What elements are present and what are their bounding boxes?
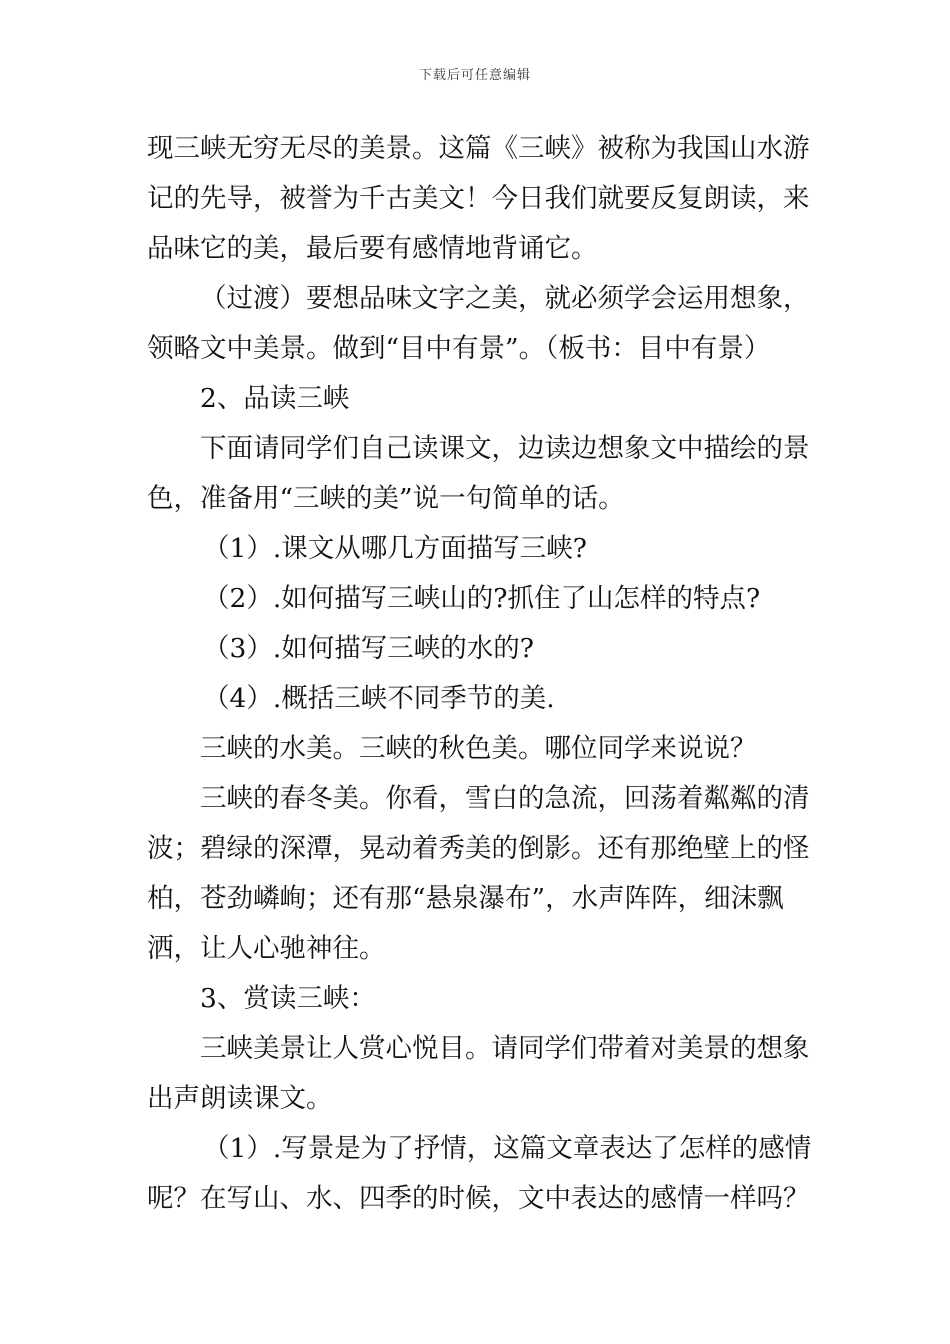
paragraph-line: 柏，苍劲嶙峋；还有那“悬泉瀑布”，水声阵阵，细沫飘 xyxy=(147,883,784,914)
question-item: （4）.概括三峡不同季节的美. xyxy=(203,683,555,714)
paragraph-line: 品味它的美，最后要有感情地背诵它。 xyxy=(147,233,598,264)
question-item: （2）.如何描写三峡山的?抓住了山怎样的特点? xyxy=(203,583,761,614)
paragraph-line: （过渡）要想品味文字之美，就必须学会运用想象， xyxy=(200,283,810,314)
paragraph-line: 下面请同学们自己读课文，边读边想象文中描绘的景 xyxy=(200,433,810,464)
paragraph-line: 色，准备用“三峡的美”说一句简单的话。 xyxy=(147,483,625,514)
paragraph-line: 波；碧绿的深潭，晃动着秀美的倒影。还有那绝壁上的怪 xyxy=(147,833,810,864)
paragraph-line: 出声朗读课文。 xyxy=(147,1083,333,1114)
question-item: （3）.如何描写三峡的水的? xyxy=(203,633,534,664)
paragraph-line: 三峡的水美。三峡的秋色美。哪位同学来说说？ xyxy=(200,733,757,764)
question-item: （1）.课文从哪几方面描写三峡? xyxy=(203,533,587,564)
paragraph-line: 呢？在写山、水、四季的时候，文中表达的感情一样吗？ xyxy=(147,1183,810,1214)
page-header: 下载后可任意编辑 xyxy=(418,68,531,83)
paragraph-line: 三峡的春冬美。你看，雪白的急流，回荡着粼粼的清 xyxy=(200,783,810,814)
paragraph-line: 现三峡无穷无尽的美景。这篇《三峡》被称为我国山水游 xyxy=(147,133,810,164)
paragraph-line: 记的先导，被誉为千古美文！今日我们就要反复朗读，来 xyxy=(147,183,810,214)
paragraph-line: 领略文中美景。做到“目中有景”。（板书：目中有景） xyxy=(147,333,771,364)
section-heading: 3、赏读三峡： xyxy=(200,983,376,1014)
section-heading: 2、品读三峡 xyxy=(200,383,350,414)
question-item: （1）.写景是为了抒情，这篇文章表达了怎样的感情 xyxy=(203,1133,812,1164)
body-text xyxy=(147,124,812,1224)
paragraph-line: 洒，让人心驰神往。 xyxy=(147,933,386,964)
paragraph-line: 三峡美景让人赏心悦目。请同学们带着对美景的想象 xyxy=(200,1033,810,1064)
